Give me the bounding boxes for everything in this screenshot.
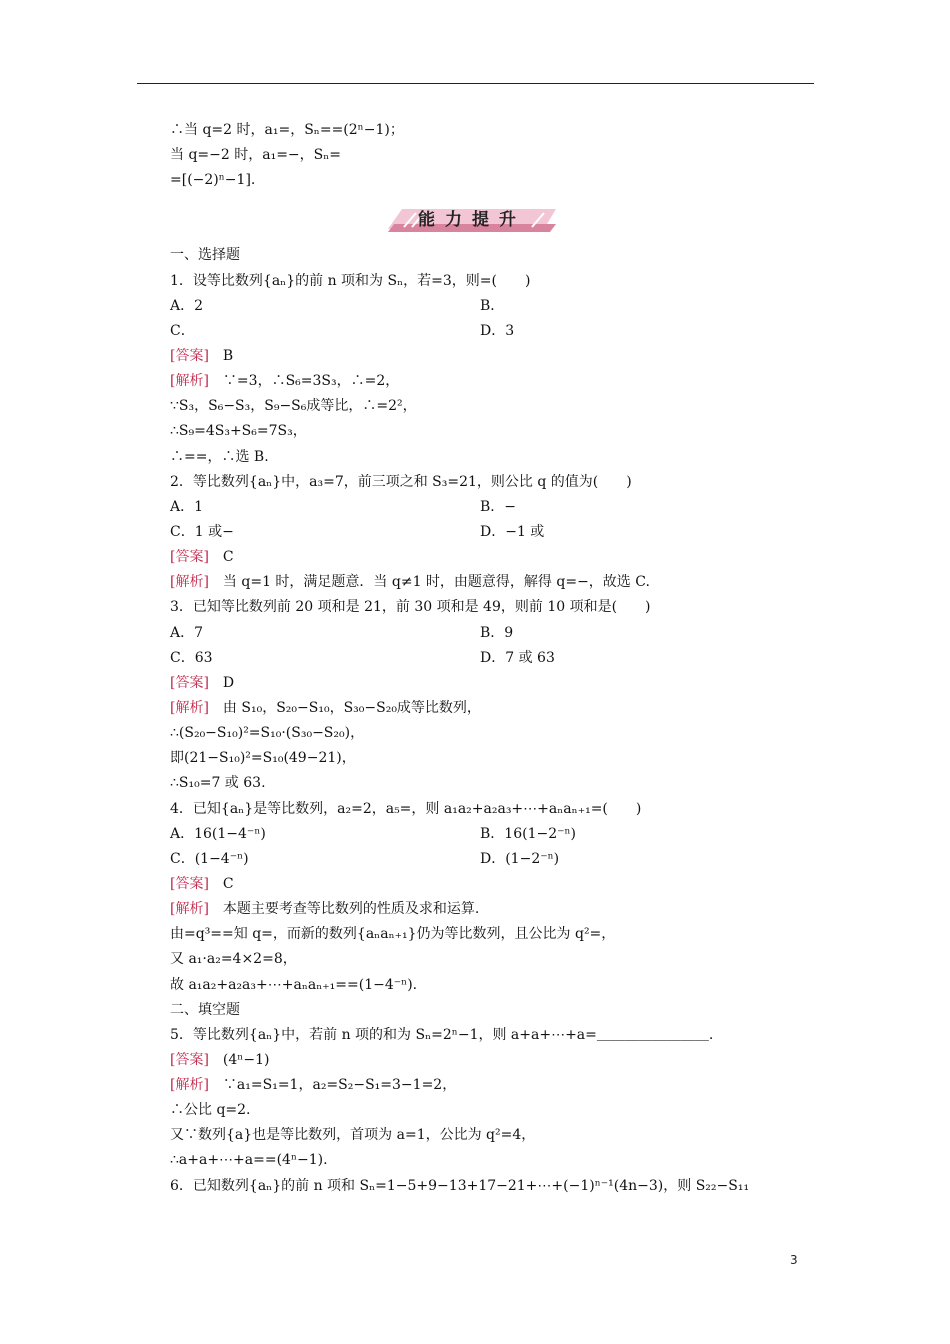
analysis-line: ∴==，∴选 B. [170,448,269,465]
option-c: C．63 [170,649,213,666]
page-number: 3 [790,1253,798,1267]
analysis-line: 由=q³==知 q=，而新的数列{aₙaₙ₊₁}仍为等比数列，且公比为 q²=， [170,926,616,943]
analysis-line [170,696,820,721]
answer-tag: [答案] [170,347,209,364]
analysis-line: ∴a+a+⋯+a==(4ⁿ−1). [170,1152,328,1169]
answer-value: (4ⁿ−1) [208,1051,270,1068]
option-a: A．16(1−4⁻ⁿ) [170,825,266,842]
option-c: C． [170,322,195,339]
option-row [170,520,820,545]
analysis-tag: [解析] [170,1077,209,1094]
answer-tag: [答案] [170,674,209,691]
option-row [170,646,820,671]
analysis-tag: [解析] [170,699,209,716]
option-c: C．(1−4⁻ⁿ) [170,850,249,867]
option-a: A．1 [170,498,204,515]
option-a: A．7 [170,624,204,641]
section-heading: 二、填空题 [170,1001,240,1018]
analysis-line: ∵S₃，S₆−S₃，S₉−S₆成等比，∴=2²， [170,398,417,415]
option-d: D．−1 或 [480,523,545,540]
analysis-line: 故 a₁a₂+a₂a₃+⋯+aₙaₙ₊₁==(1−4⁻ⁿ). [170,976,418,993]
analysis-tag: [解析] [170,574,209,591]
analysis-tag: [解析] [170,373,209,390]
question-stem: 3．已知等比数列前 20 项和是 21，前 30 项和是 49，则前 10 项和是( ) [170,599,651,616]
banner-title: 能力提升 [418,210,526,231]
option-b: B．16(1−2⁻ⁿ) [480,825,577,842]
option-c: C．1 或− [170,523,234,540]
option-row [170,495,820,520]
answer-line [170,1048,820,1073]
analysis-line: ∴公比 q=2. [170,1102,251,1119]
analysis-line: 又 a₁·a₂=4×2=8， [170,951,297,968]
answer-value: B [208,347,234,364]
option-b: B． [480,297,505,314]
question-stem: 4．已知{aₙ}是等比数列，a₂=2，a₅=，则 a₁a₂+a₂a₃+⋯+aₙaₙ₊₁=( ) [170,800,642,817]
option-b: B．9 [480,624,514,641]
option-d: D．7 或 63 [480,649,555,666]
answer-tag: [答案] [170,549,209,566]
option-row [170,621,820,646]
header-rule [137,83,814,84]
analysis-tag: [解析] [170,901,209,918]
text-line: 当 q=−2 时，a₁=−，Sₙ= [170,147,342,164]
analysis-text: ∵a₁=S₁=1，a₂=S₂−S₁=3−1=2， [208,1077,457,1094]
option-row [170,294,820,319]
analysis-line [170,897,820,922]
answer-line [170,671,820,696]
option-row [170,847,820,872]
answer-value: D [208,674,235,691]
text-line: ∴当 q=2 时，a₁=，Sₙ==(2ⁿ−1)； [170,122,404,138]
answer-tag: [答案] [170,1051,209,1068]
section-heading: 一、选择题 [170,247,240,264]
question-stem: 5．等比数列{aₙ}中，若前 n 项的和为 Sₙ=2ⁿ−1，则 a+a+⋯+a=＿＿＿＿＿＿＿＿. [170,1026,714,1043]
section-banner [170,193,820,243]
analysis-text: 由 S₁₀，S₂₀−S₁₀，S₃₀−S₂₀成等比数列， [208,699,481,716]
analysis-line [170,570,820,595]
analysis-text: 本题主要考查等比数列的性质及求和运算. [208,901,480,918]
option-row [170,319,820,344]
analysis-line [170,369,820,394]
answer-tag: [答案] [170,875,209,892]
answer-line [170,545,820,570]
text-line: =[(−2)ⁿ−1]. [170,172,256,189]
analysis-line [170,1073,820,1098]
option-a: A．2 [170,297,204,314]
question-stem: 2．等比数列{aₙ}中，a₃=7，前三项之和 S₃=21，则公比 q 的值为( ) [170,473,632,490]
answer-line [170,344,820,369]
answer-value: C [208,549,234,566]
analysis-line: 又∵数列{a}也是等比数列，首项为 a=1，公比为 q²=4， [170,1127,536,1144]
answer-value: C [208,875,234,892]
analysis-text: 当 q=1 时，满足题意．当 q≠1 时，由题意得，解得 q=−，故选 C. [208,574,650,591]
analysis-line: 即(21−S₁₀)²=S₁₀(49−21)， [170,750,356,767]
analysis-line: ∴S₉=4S₃+S₆=7S₃， [170,423,307,440]
option-d: D．3 [480,322,515,339]
analysis-line: ∴(S₂₀−S₁₀)²=S₁₀·(S₃₀−S₂₀)， [170,725,365,742]
page-content [170,118,820,1199]
question-stem: 1．设等比数列{aₙ}的前 n 项和为 Sₙ，若=3，则=( ) [170,272,531,289]
option-d: D．(1−2⁻ⁿ) [480,850,560,867]
option-row [170,822,820,847]
question-stem: 6．已知数列{aₙ}的前 n 项和 Sₙ=1−5+9−13+17−21+⋯+(−1)ⁿ⁻¹(4n−3)，则 S₂₂−S₁₁ [170,1177,750,1194]
answer-line [170,872,820,897]
analysis-line: ∴S₁₀=7 或 63. [170,775,266,792]
analysis-text: ∵=3，∴S₆=3S₃，∴=2， [208,373,400,390]
option-b: B．− [480,498,517,515]
